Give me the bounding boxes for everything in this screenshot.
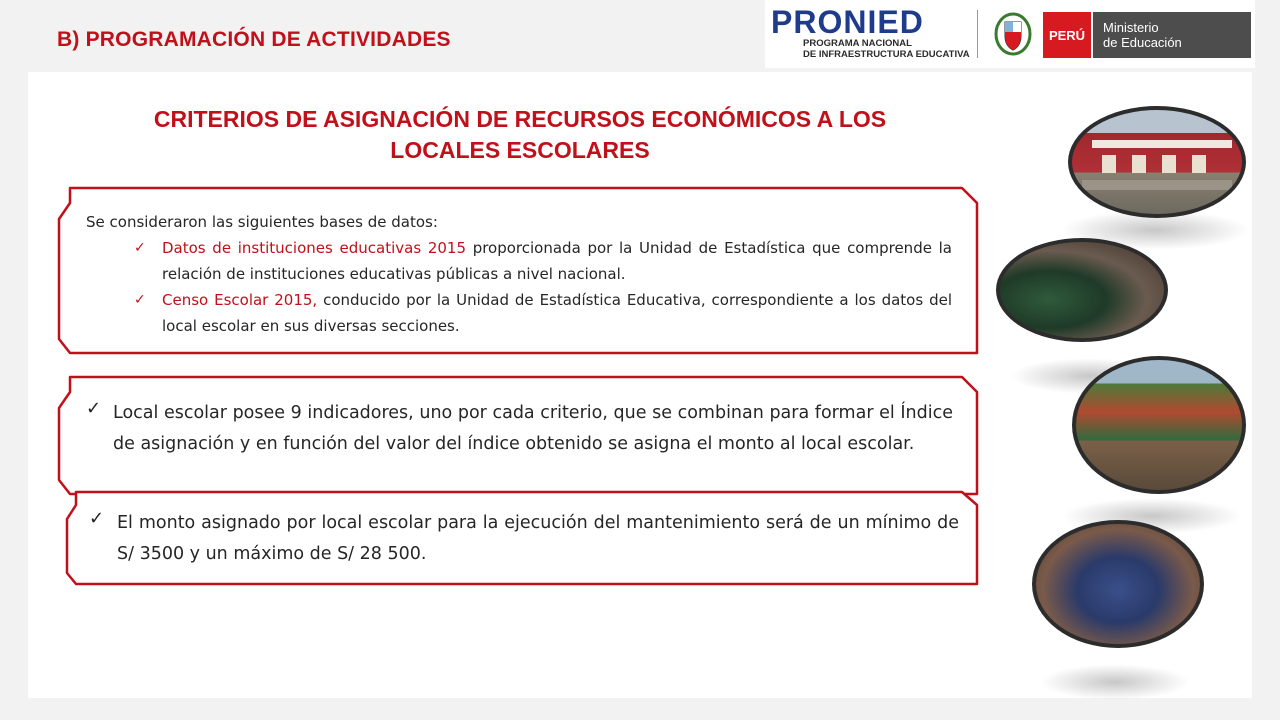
check-icon: ✓ — [86, 398, 102, 419]
section-title: B) PROGRAMACIÓN DE ACTIVIDADES — [57, 28, 451, 51]
main-title — [90, 104, 950, 166]
list-item — [134, 235, 952, 287]
box1-intro: Se consideraron las siguientes bases de datos: — [86, 213, 438, 231]
box3-text: El monto asignado por local escolar para la ejecución del mantenimiento será de un mínimo de S/ 3500 y un máximo de S/ 28 500. — [117, 513, 959, 564]
students-classroom-photo — [996, 238, 1168, 342]
logo-bar — [765, 0, 1255, 68]
item-highlight: Censo Escolar 2015, — [162, 291, 318, 309]
coat-of-arms-icon — [993, 10, 1033, 56]
list-item — [134, 287, 952, 339]
logo-divider — [977, 10, 978, 58]
ministry-line1: Ministerio — [1103, 20, 1159, 35]
students-desks-photo — [1032, 520, 1204, 648]
item-text: proporcionada por la Unidad de Estadística que comprende la relación de instituciones educativas públicas a nivel nacional. — [162, 239, 952, 283]
check-icon: ✓ — [89, 508, 105, 529]
item-highlight: Datos de instituciones educativas 2015 — [162, 239, 466, 257]
school-courtyard-photo — [1072, 356, 1246, 494]
box1-list — [86, 235, 952, 339]
check-icon: ✓ — [134, 292, 146, 308]
ministry-line2: de Educación — [1103, 35, 1182, 50]
building-illustration — [1072, 110, 1242, 214]
peru-badge: PERÚ — [1043, 12, 1091, 58]
pronied-line2: DE INFRAESTRUCTURA EDUCATIVA — [803, 49, 970, 60]
item-text: conducido por la Unidad de Estadística Educativa, correspondiente a los datos del local escolar en sus diversas secciones. — [162, 291, 952, 335]
ministry-badge — [1093, 12, 1251, 58]
main-title-line1: CRITERIOS DE ASIGNACIÓN DE RECURSOS ECONÓMICOS A LOS — [153, 106, 887, 132]
check-icon: ✓ — [134, 240, 146, 256]
school-building-photo — [1068, 106, 1246, 218]
main-title-line2: LOCALES ESCOLARES — [390, 137, 650, 163]
box2-text: Local escolar posee 9 indicadores, uno por cada criterio, que se combinan para formar el Índice de asignación y en función del valor del índice obtenido se asigna el monto al local escolar. — [113, 403, 953, 454]
box1-content — [86, 209, 952, 339]
photo-shadow — [1040, 664, 1190, 700]
pronied-name: PRONIED — [771, 4, 924, 40]
pronied-logo — [771, 6, 970, 60]
pronied-line1: PROGRAMA NACIONAL — [803, 38, 912, 49]
